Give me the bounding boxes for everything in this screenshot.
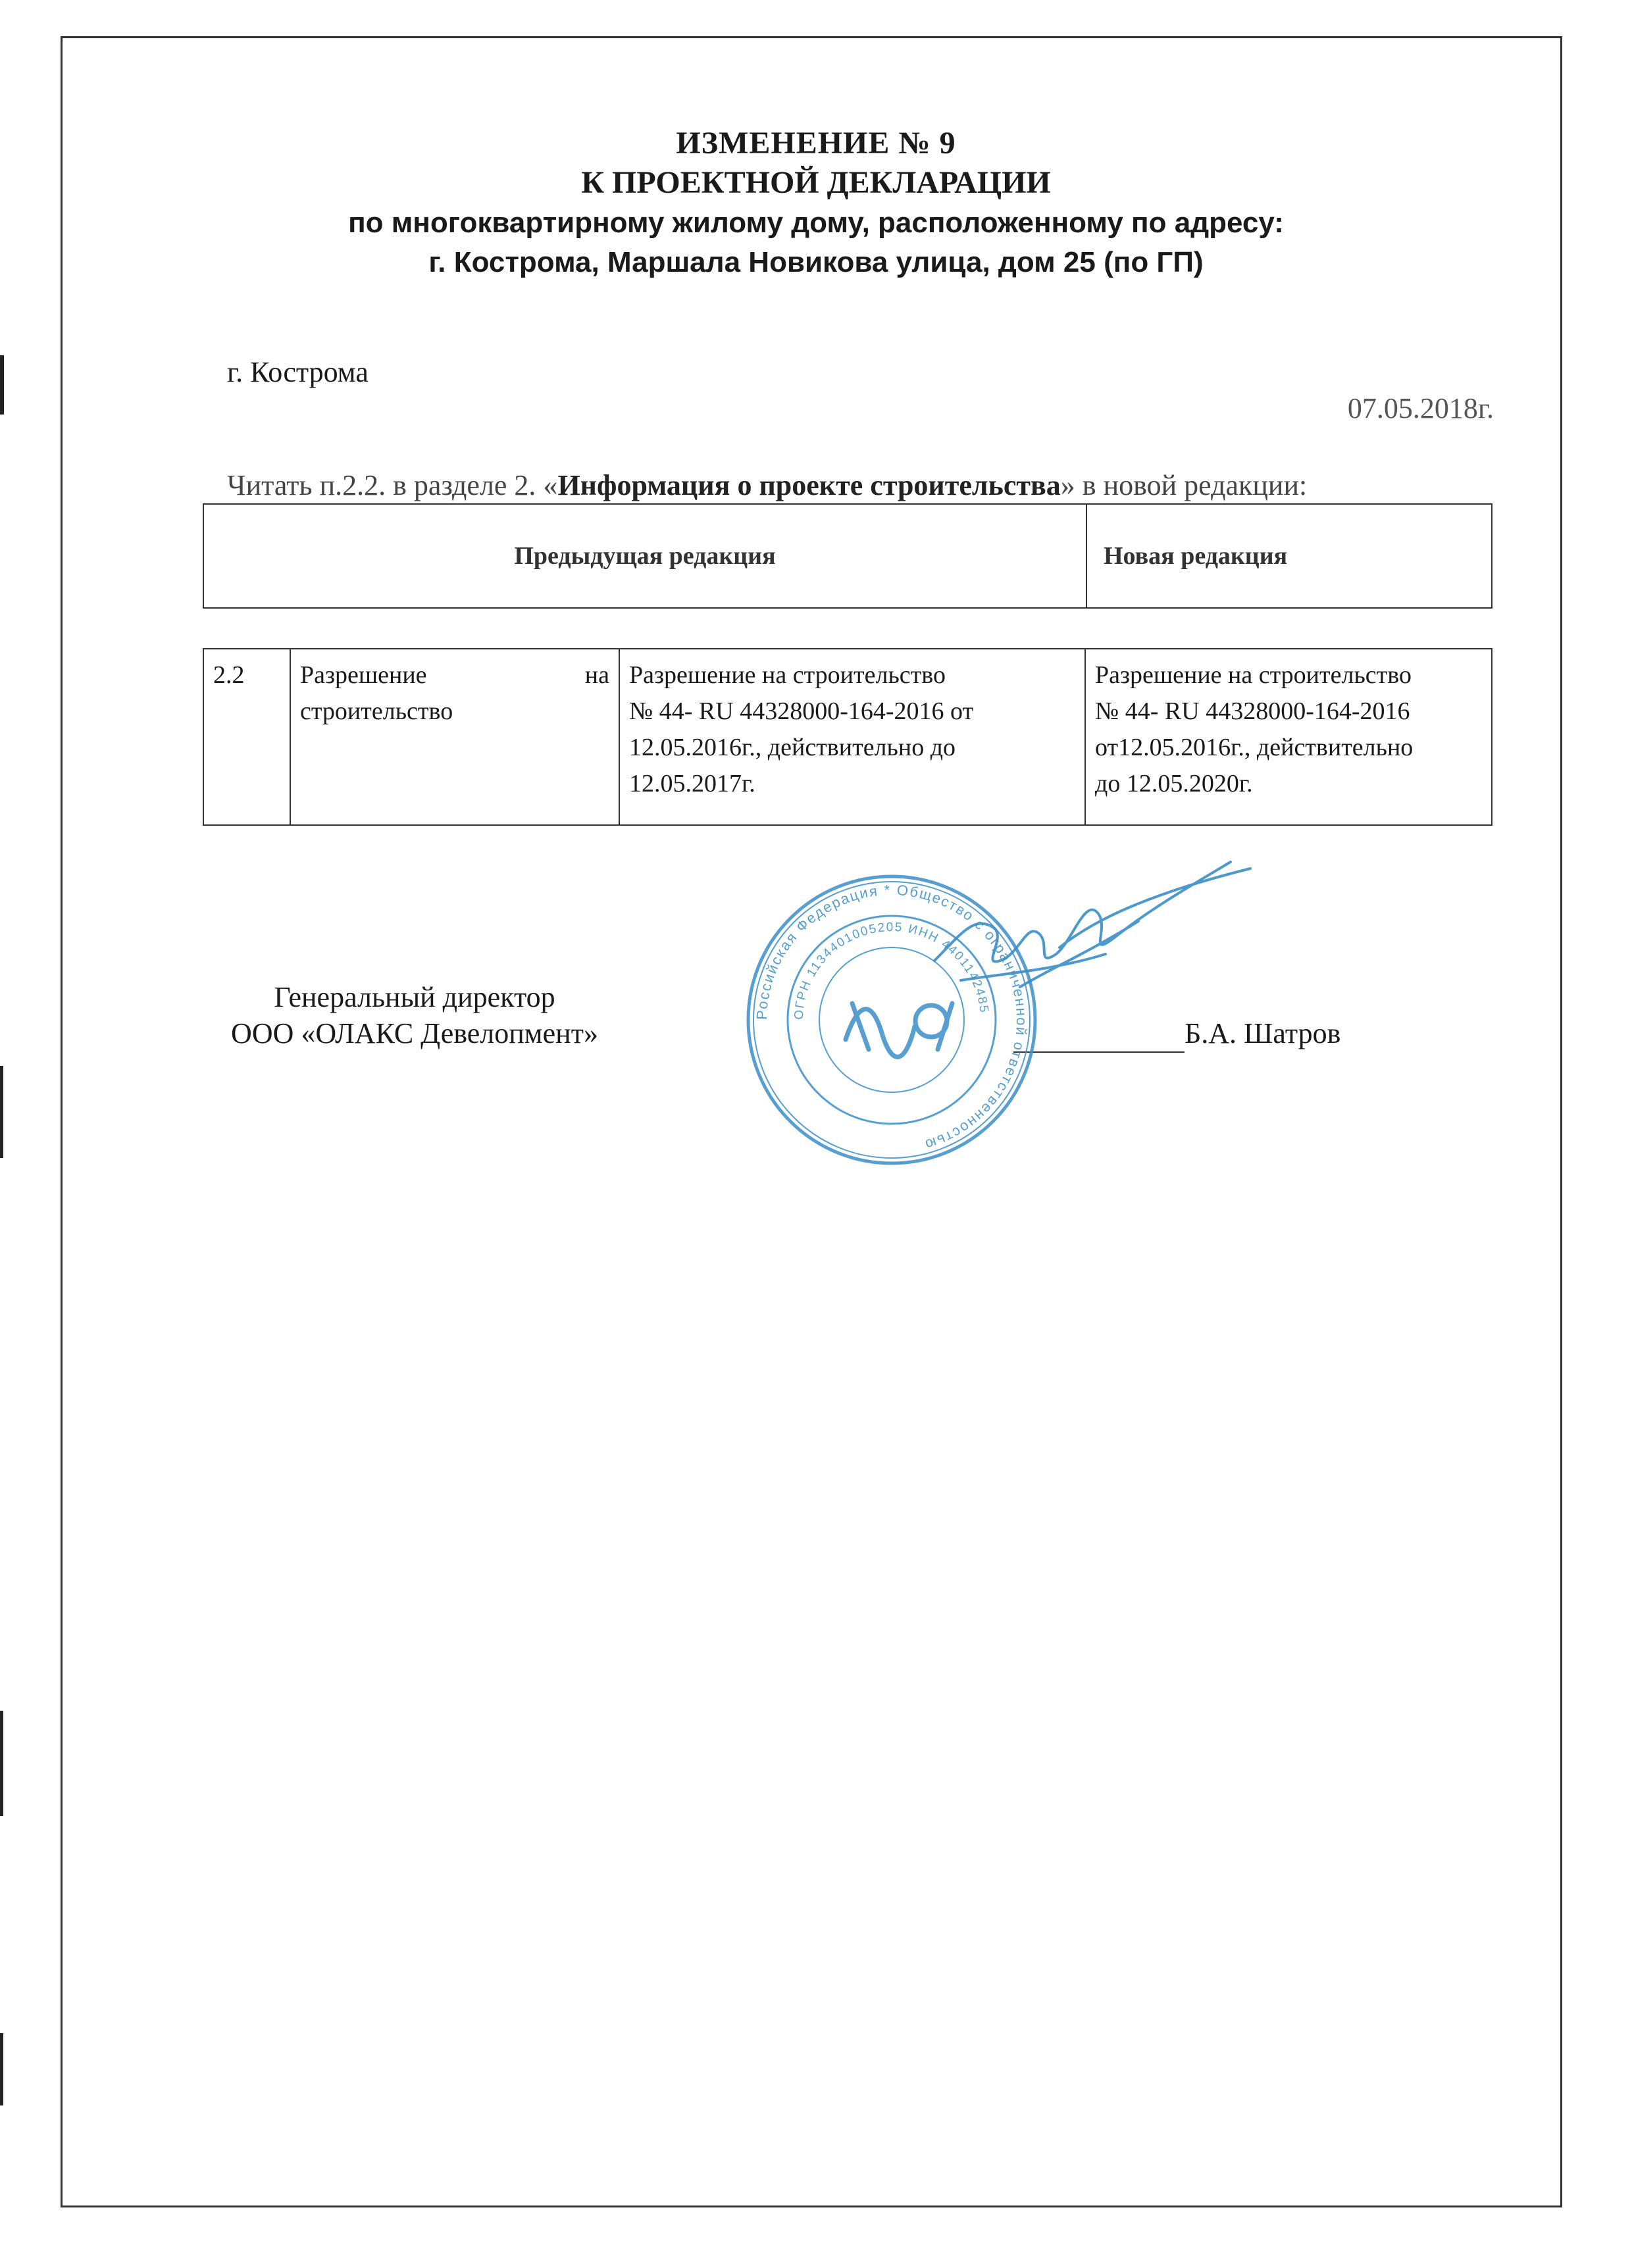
row-new-text xyxy=(1086,649,1491,824)
instruction-text xyxy=(227,468,1307,502)
object-description: по многоквартирному жилому дому, расположенному по адресу: xyxy=(348,207,1284,239)
document-title: ИЗМЕНЕНИЕ № 9 xyxy=(676,126,956,161)
row-item-name-word1: Разрешение xyxy=(300,661,427,689)
document-date: 07.05.2018г. xyxy=(1347,392,1494,424)
new-line: № 44- RU 44328000-164-2016 xyxy=(1095,697,1410,725)
object-address: г. Кострома, Маршала Новикова улица, дом 25 (по ГП) xyxy=(428,246,1204,278)
seal-inner-text: ОГРН 1134401005205 ИНН 4401142485 xyxy=(792,920,991,1021)
row-number: 2.2 xyxy=(204,649,291,824)
column-header-previous: Предыдущая редакция xyxy=(204,505,1087,607)
previous-line: 12.05.2017г. xyxy=(629,770,755,797)
seal-outer-text: Российская Федерация * Общество с ограниченной ответственностью xyxy=(753,881,1031,1154)
instruction-suffix: » в новой редакции: xyxy=(1060,469,1308,501)
row-item-name-word3: строительство xyxy=(300,697,453,725)
previous-line: 12.05.2016г., действительно до xyxy=(629,734,956,761)
document-subtitle: К ПРОЕКТНОЙ ДЕКЛАРАЦИИ xyxy=(581,165,1051,200)
instruction-prefix: Читать п.2.2. в разделе 2. « xyxy=(227,469,558,501)
table-row xyxy=(203,648,1492,826)
row-previous-text xyxy=(620,649,1086,824)
new-line: от12.05.2016г., действительно xyxy=(1095,734,1414,761)
place-of-issue: г. Кострома xyxy=(227,356,369,388)
new-line: до 12.05.2020г. xyxy=(1095,770,1253,797)
previous-line: Разрешение на строительство xyxy=(629,661,946,689)
signer-name: Б.А. Шатров xyxy=(1185,1017,1341,1049)
column-header-new: Новая редакция xyxy=(1104,542,1288,570)
table-header xyxy=(203,503,1492,609)
signer-company: ООО «ОЛАКС Девелопмент» xyxy=(231,1017,598,1049)
new-line: Разрешение на строительство xyxy=(1095,661,1412,689)
row-item-name-word2: на xyxy=(584,661,609,689)
handwritten-signature xyxy=(921,855,1263,1020)
row-item-name xyxy=(291,649,620,824)
instruction-section-name: Информация о проекте строительства xyxy=(557,469,1061,501)
signer-position: Генеральный директор xyxy=(274,981,555,1013)
previous-line: № 44- RU 44328000-164-2016 от xyxy=(629,697,974,725)
